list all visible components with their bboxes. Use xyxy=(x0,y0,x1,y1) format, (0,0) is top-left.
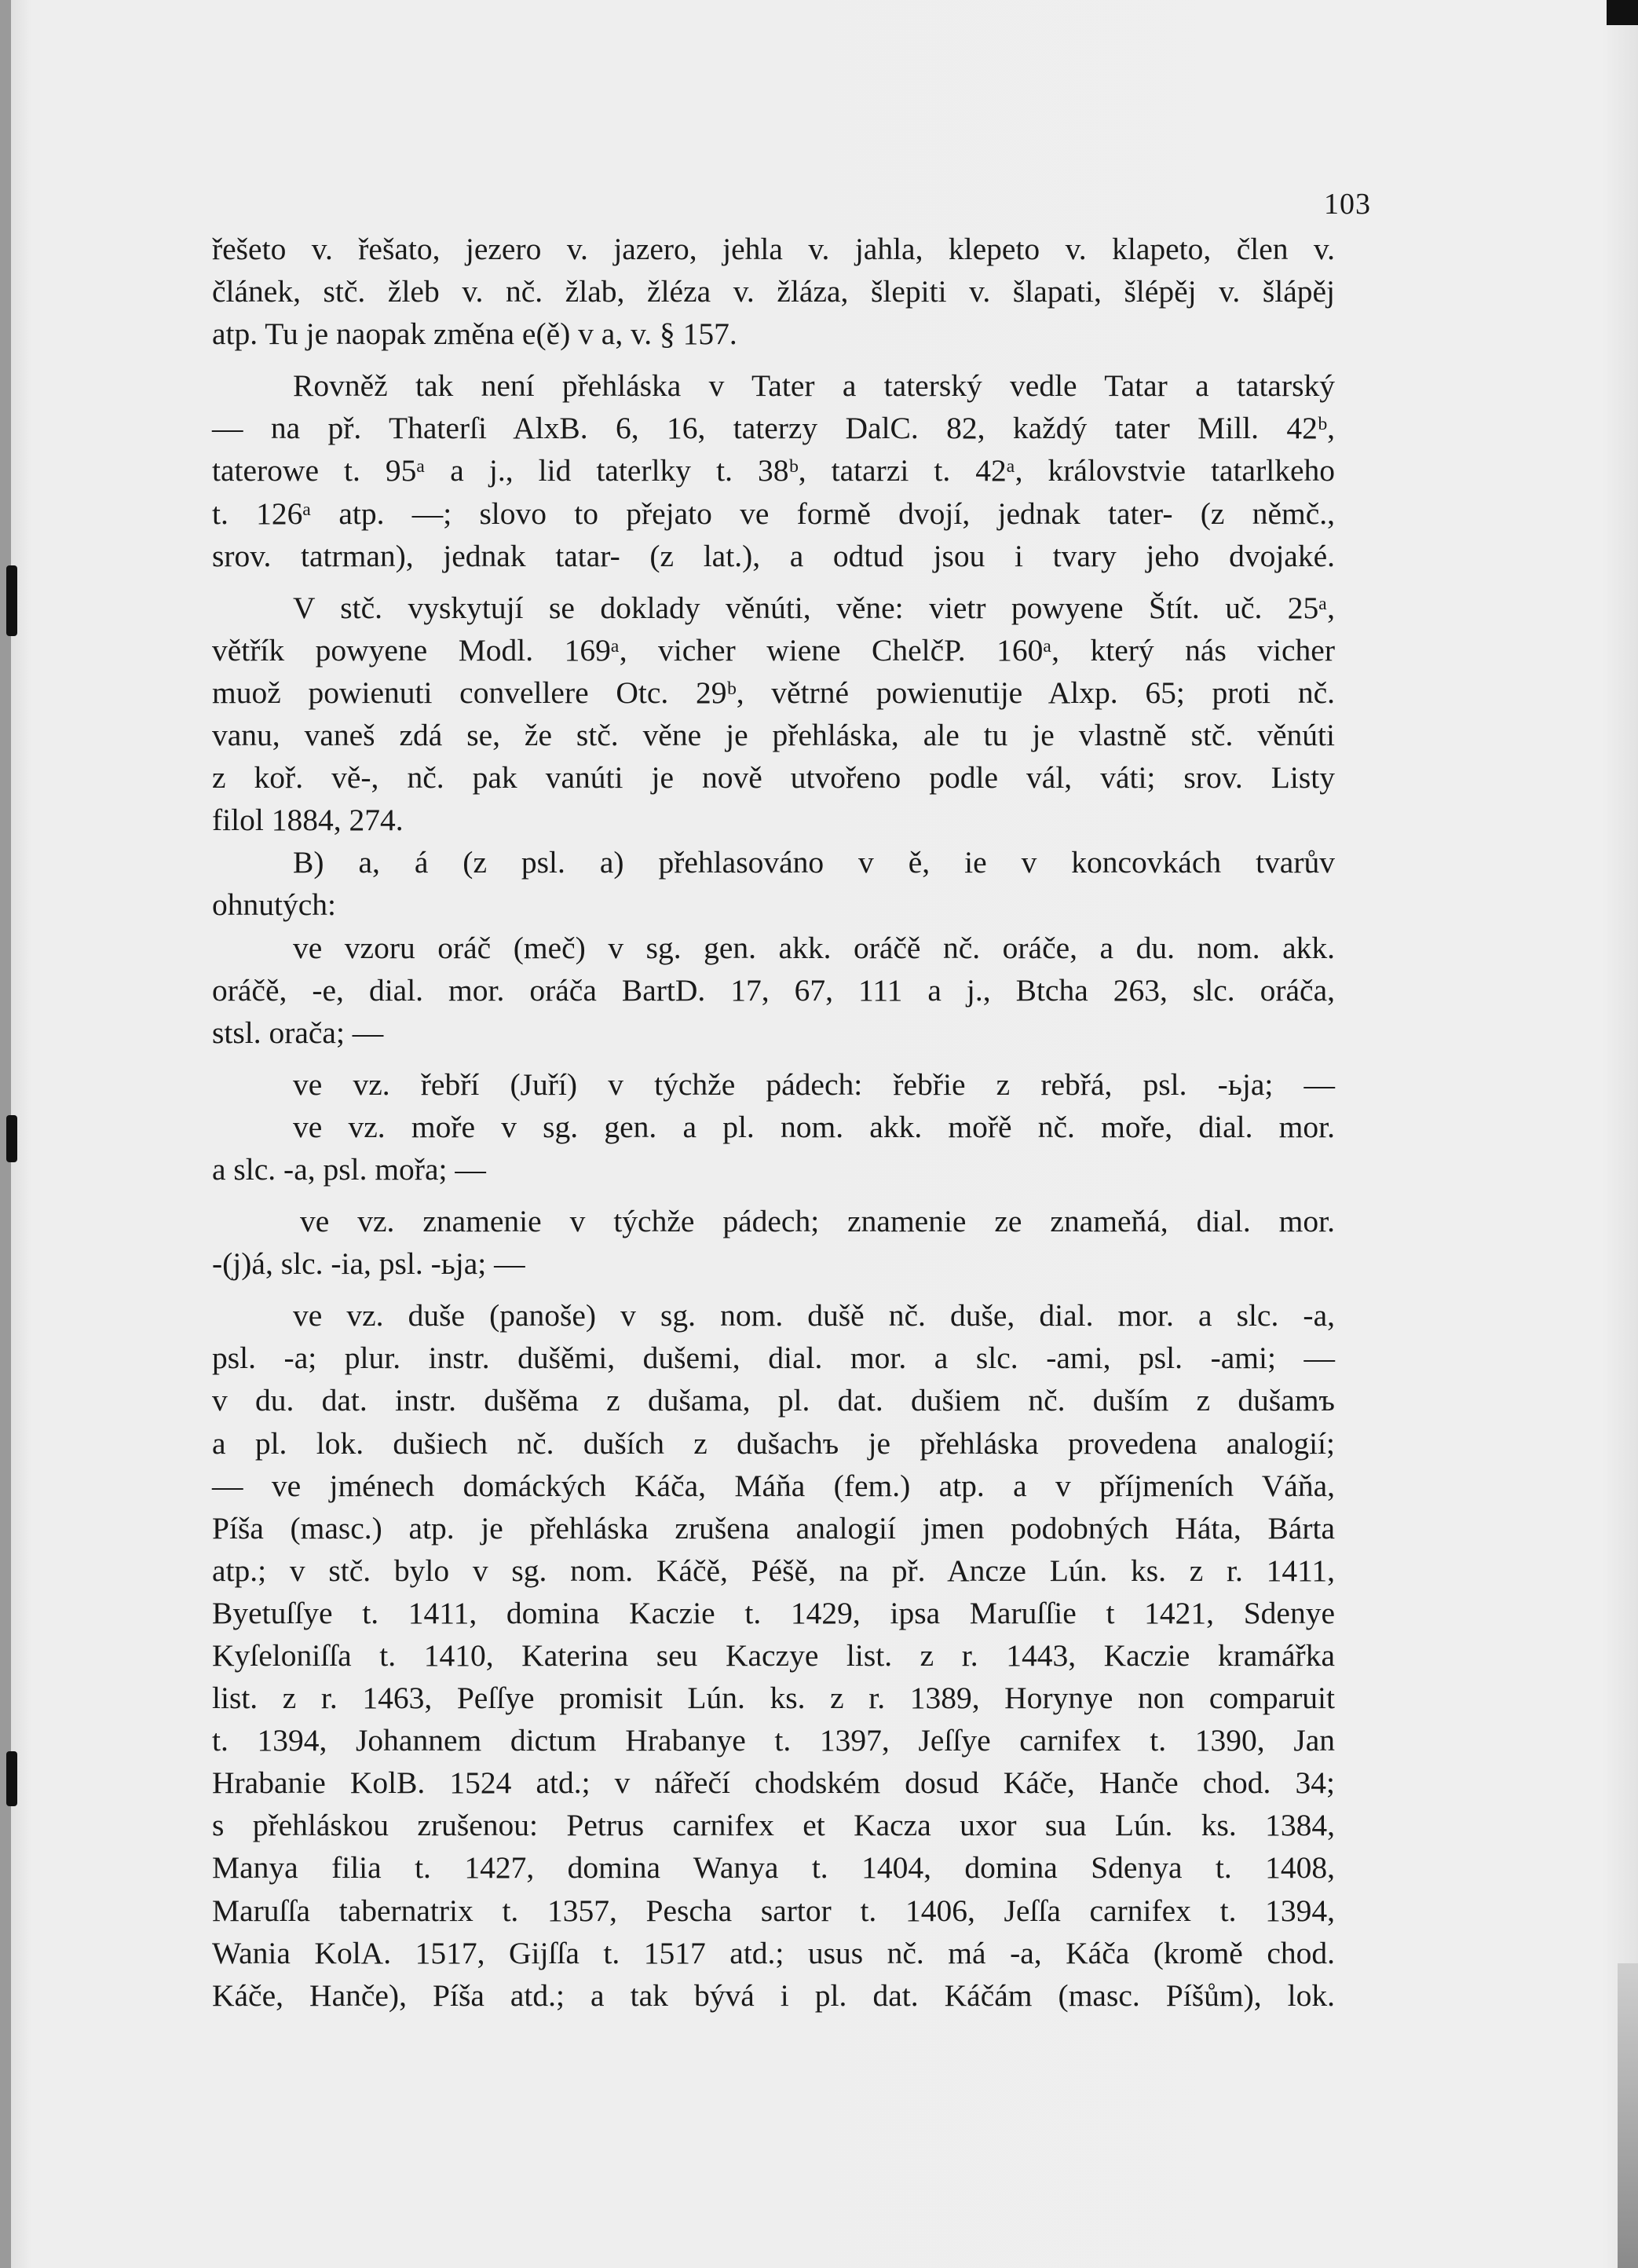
text-line: psl. -a; plur. instr. dušěmi, dušemi, dial. mor. a slc. -ami, psl. -ami; — xyxy=(212,1341,1335,1376)
text-line: V stč. vyskytují se doklady věnúti, věne: vietr powyene Štít. uč. 25ᵃ, xyxy=(293,590,1335,625)
binding-mark xyxy=(6,565,17,636)
text-line: filol 1884, 274. xyxy=(212,803,404,838)
text-line: řešeto v. řešato, jezero v. jazero, jehla v. jahla, klepeto v. klapeto, člen v. xyxy=(212,232,1335,266)
text-line: z koř. vě-, nč. pak vanúti je nově utvořeno podle vál, váti; srov. Listy xyxy=(212,760,1335,796)
scan-edge-right xyxy=(1618,1963,1638,2268)
binding-mark xyxy=(6,1115,17,1162)
text-line: ve vz. moře v sg. gen. a pl. nom. akk. mořě nč. moře, dial. mor. xyxy=(293,1109,1335,1144)
text-line: Káče, Hanče), Píša atd.; a tak bývá i pl. dat. Káčám (masc. Píšům), lok. xyxy=(212,1977,1335,2013)
text-line: — na př. Thaterſi AlxB. 6, 16, taterzy DalC. 82, každý tater Mill. 42ᵇ, xyxy=(212,411,1335,446)
text-line: ve vz. řebří (Juří) v týchže pádech: řebřie z rebřá, psl. -ьja; — xyxy=(293,1066,1335,1102)
text-line: Maruſſa tabernatrix t. 1357, Pescha sartor t. 1406, Jeſſa carnifex t. 1394, xyxy=(212,1893,1335,1928)
text-line: srov. tatrman), jednak tatar- (z lat.), a odtud jsou i tvary jeho dvojaké. xyxy=(212,538,1335,573)
text-line: Manya filia t. 1427, domina Wanya t. 1404, domina Sdenya t. 1408, xyxy=(212,1850,1335,1886)
text-line: t. 126ᵃ atp. —; slovo to přejato ve formě dvojí, jednak tater- (z němč., xyxy=(212,496,1335,531)
text-line: vanu, vaneš zdá se, že stč. věne je přehláska, ale tu je vlastně stč. věnúti xyxy=(212,718,1335,753)
binding-mark xyxy=(6,1751,17,1806)
text-line: — ve jménech domáckých Káča, Máňa (fem.) atp. a v příjmeních Váňa, xyxy=(212,1468,1335,1503)
text-line: -(j)á, slc. -ia, psl. -ьja; — xyxy=(212,1246,525,1282)
text-line: a slc. -a, psl. mořa; — xyxy=(212,1151,486,1187)
text-line: atp. Tu je naopak změna e(ě) v a, v. § 157. xyxy=(212,316,737,352)
text-line: ve vzoru oráč (meč) v sg. gen. akk. oráčě nč. oráče, a du. nom. akk. xyxy=(293,930,1335,965)
text-line: ve vz. duše (panoše) v sg. nom. dušě nč. duše, dial. mor. a slc. -a, xyxy=(293,1298,1335,1333)
text-line: muož powienuti convellere Otc. 29ᵇ, větrné powienutije Alxp. 65; proti nč. xyxy=(212,675,1335,710)
text-line: v du. dat. instr. dušěma z dušama, pl. dat. dušiem nč. duším z dušamъ xyxy=(212,1383,1335,1418)
text-line: B) a, á (z psl. a) přehlasováno v ě, ie v koncovkách tvarův xyxy=(293,845,1335,880)
text-line: ve vz. znamenie v týchže pádech; znamenie ze znameňá, dial. mor. xyxy=(300,1204,1335,1239)
text-line: atp.; v stč. bylo v sg. nom. Káčě, Péšě, na př. Ancze Lún. ks. z r. 1411, xyxy=(212,1553,1335,1588)
text-line: stsl. orača; — xyxy=(212,1015,384,1050)
text-line: list. z r. 1463, Peſſye promisit Lún. ks. z r. 1389, Horynye non comparuit xyxy=(212,1681,1335,1716)
text-line: taterowe t. 95ᵃ a j., lid taterlky t. 38ᵇ, tatarzi t. 42ᵃ, královstvie tatarlkeho xyxy=(212,453,1335,488)
text-line: oráčě, -e, dial. mor. oráča BartD. 17, 67, 111 a j., Btcha 263, slc. oráča, xyxy=(212,972,1335,1008)
text-line: Wania KolA. 1517, Gijſſa t. 1517 atd.; usus nč. má -a, Káča (kromě chod. xyxy=(212,1935,1335,1970)
text-line: Hrabanie KolB. 1524 atd.; v nářečí chodském dosud Káče, Hanče chod. 34; xyxy=(212,1765,1335,1801)
text-line: s přehláskou zrušenou: Petrus carnifex et Kacza uxor sua Lún. ks. 1384, xyxy=(212,1808,1335,1843)
body-text xyxy=(212,228,1335,2017)
text-line: článek, stč. žleb v. nč. žlab, žléza v. žláza, šlepiti v. šlapati, šlépěj v. šlápěj xyxy=(212,274,1335,309)
text-line: větřík powyene Modl. 169ᵃ, vicher wiene ChelčP. 160ᵃ, který nás vicher xyxy=(212,632,1335,668)
text-line: Byetuſſye t. 1411, domina Kaczie t. 1429, ipsa Maruſſie t 1421, Sdenye xyxy=(212,1595,1335,1630)
text-line: Píša (masc.) atp. je přehláska zrušena analogií jmen podobných Háta, Bárta xyxy=(212,1510,1335,1546)
text-line: t. 1394, Johannem dictum Hrabanye t. 1397, Jeſſye carnifex t. 1390, Jan xyxy=(212,1723,1335,1758)
text-line: Kyſeloniſſa t. 1410, Katerina seu Kaczye list. z r. 1443, Kaczie kramářka xyxy=(212,1638,1335,1673)
scan-corner xyxy=(1607,0,1638,25)
page-number: 103 xyxy=(1324,188,1371,221)
text-line: a pl. lok. dušiech nč. duších z dušachъ je přehláska provedena analogií; xyxy=(212,1425,1335,1461)
text-line: Rovněž tak není přehláska v Tater a taterský vedle Tatar a tatarský xyxy=(293,368,1335,404)
text-line: ohnutých: xyxy=(212,887,336,923)
